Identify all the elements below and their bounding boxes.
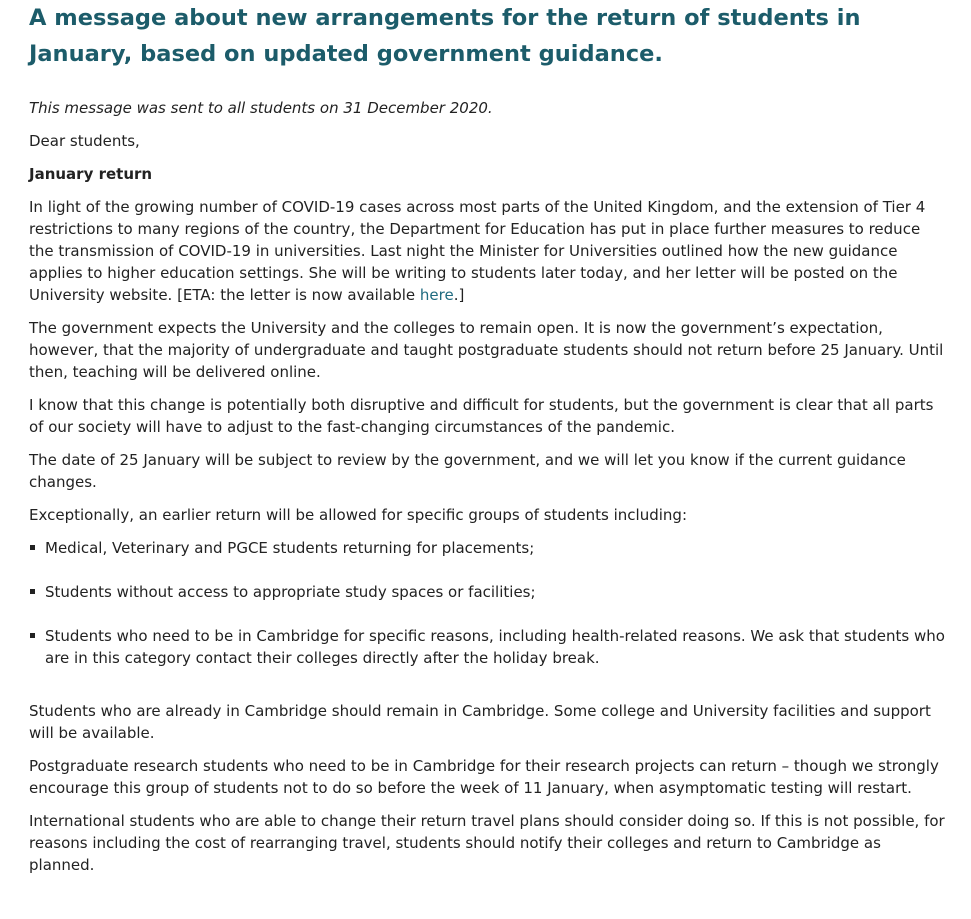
list-item	[29, 537, 949, 559]
list-item-text: Medical, Veterinary and PGCE students returning for placements;	[45, 539, 535, 557]
sent-note: This message was sent to all students on 31 December 2020.	[29, 99, 493, 117]
list-item	[29, 581, 949, 603]
paragraph-text-end: .]	[453, 286, 465, 304]
paragraph-text: In light of the growing number of COVID-19 cases across most parts of the United Kingdom, and the extension of Tier 4 restrictions to many regions of the country, the Department for Education has put in place further measures to reduce the transmission of COVID-19 in universities. Last night the Minister for Universities outlined how the new guidance applies to higher education settings. She will be writing to students later today, and her letter will be posted on the University website. [ETA: the letter is now available	[29, 198, 926, 304]
bullet-icon	[30, 545, 35, 550]
section-heading: January return	[29, 165, 153, 183]
paragraph-disruptive-change: I know that this change is potentially both disruptive and difficult for students, but the government is clear that all parts of our society will have to adjust to the fast-changing circumstances of the pandemic.	[29, 396, 934, 436]
list-item-text: Students who need to be in Cambridge for specific reasons, including health-related reasons. We ask that students who are in this category contact their colleges directly after the holiday break.	[45, 627, 945, 667]
paragraph-review-date: The date of 25 January will be subject to review by the government, and we will let you know if the current guidance changes.	[29, 451, 906, 491]
paragraph-covid-measures	[29, 196, 949, 306]
greeting: Dear students,	[29, 132, 140, 150]
paragraph-international-students: International students who are able to change their return travel plans should consider doing so. If this is not possible, for reasons including the cost of rearranging travel, students should notify their colleges and return to Cambridge as planned.	[29, 812, 945, 874]
paragraph-exceptions: Exceptionally, an earlier return will be allowed for specific groups of students including:	[29, 506, 687, 524]
bullet-icon	[30, 633, 35, 638]
article-content	[29, 0, 949, 876]
bullet-icon	[30, 589, 35, 594]
page-title: A message about new arrangements for the return of students in January, based on updated government guidance.	[29, 5, 861, 67]
paragraph-government-expectation: The government expects the University and the colleges to remain open. It is now the government’s expectation, however, that the majority of undergraduate and taught postgraduate students should not return before 25 January. Until then, teaching will be delivered online.	[29, 319, 944, 381]
letter-link[interactable]: here	[419, 286, 454, 304]
exception-list	[29, 537, 949, 669]
list-item	[29, 625, 949, 669]
list-item-text: Students without access to appropriate study spaces or facilities;	[45, 583, 536, 601]
paragraph-postgraduate-research: Postgraduate research students who need to be in Cambridge for their research projects can return – though we strongly encourage this group of students not to do so before the week of 11 January, when asymptomatic testing will restart.	[29, 757, 939, 797]
paragraph-already-in-cambridge: Students who are already in Cambridge should remain in Cambridge. Some college and University facilities and support will be available.	[29, 702, 931, 742]
